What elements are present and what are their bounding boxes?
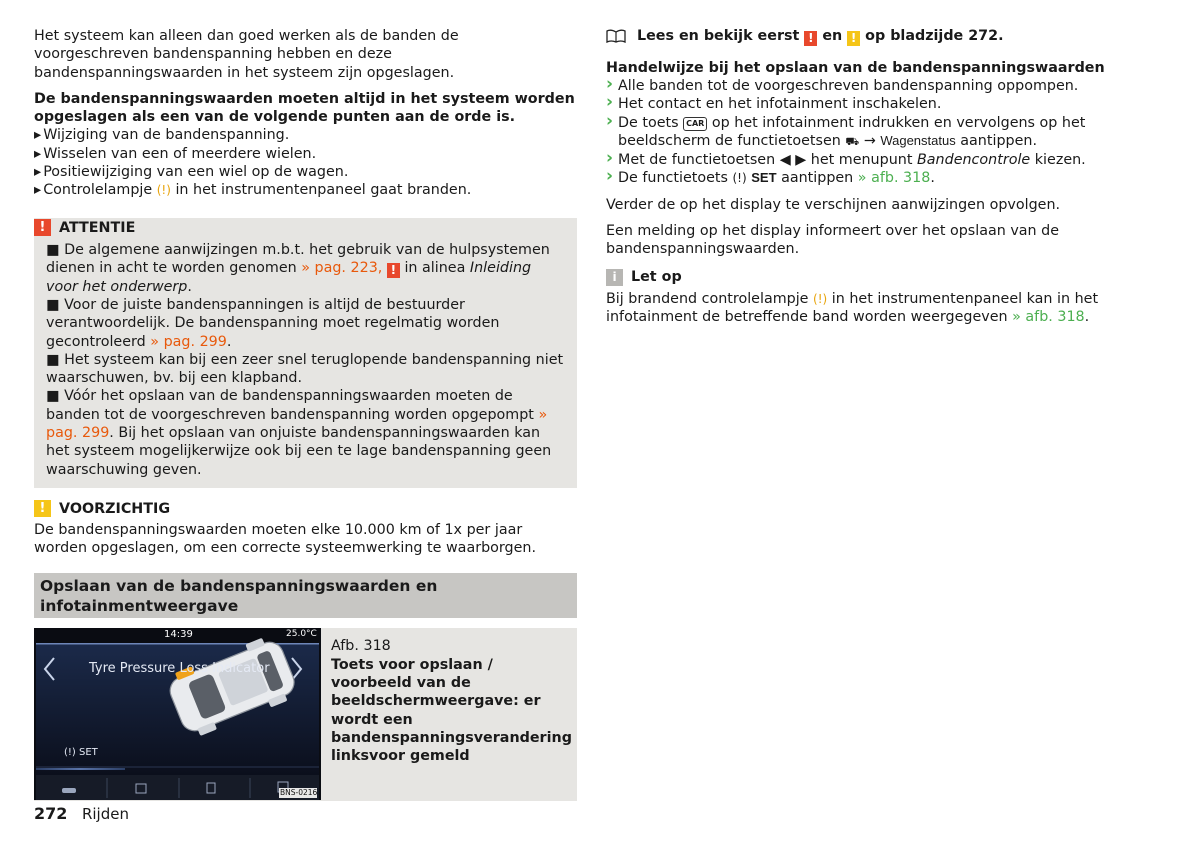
figure-code: BNS-0216 <box>280 788 318 798</box>
note-text-part: . <box>1084 308 1090 325</box>
list-item-text: Controlelampje <box>43 182 153 199</box>
procedure-steps <box>606 77 1151 188</box>
step-text: → <box>863 132 876 149</box>
menu-name: Wagenstatus <box>880 132 956 148</box>
step-text: op het infotainment indrukken en vervolgens op het beeldscherm de functietoetsen <box>618 114 1086 149</box>
step-item <box>606 151 1151 169</box>
car-status-icon: ⛟ <box>845 134 860 148</box>
read-first-line <box>606 27 1151 46</box>
temperature-display: 25.0°C <box>286 629 317 640</box>
menu-item-name: Bandencontrole <box>916 152 1031 169</box>
exclamation-red-icon: ! <box>387 263 400 278</box>
prev-arrow-icon[interactable] <box>42 655 58 683</box>
attentie-item: ■ De algemene aanwijzingen m.b.t. het gebruik van de hulpsystemen dienen in acht te worden genomen » pag. 223, ! in alinea Inleiding voor het onderwerp. <box>46 241 550 295</box>
infotainment-screen-graphic <box>34 628 321 800</box>
attentie-text: . Bij het opslaan van onjuiste bandenspanningswaarden kan het systeem mogelijkerwijze ook bij een te lage bandenspanning geen waarschuwing geven. <box>46 424 552 478</box>
set-key-label: SET <box>751 170 777 186</box>
figure-reference-link[interactable]: » afb. 318 <box>1012 308 1085 325</box>
figure-reference-link[interactable]: » afb. 318 <box>857 170 931 187</box>
car-key-icon: CAR <box>683 117 707 131</box>
note-text <box>606 290 1151 327</box>
procedure-title: Handelwijze bij het opslaan van de bandenspanningswaarden <box>606 59 1105 76</box>
list-item: ▸ Wisselen van een of meerdere wielen. <box>34 145 577 163</box>
attentie-item: ■ Voor de juiste bandenspanningen is altijd de bestuurder verantwoordelijk. De bandenspanning moet regelmatig worden gecontroleerd » pag. 299. <box>46 296 500 350</box>
attentie-text: Voor de juiste bandenspanningen is altijd de bestuurder verantwoordelijk. De bandenspanning moet regelmatig worden gecontroleerd <box>46 296 500 350</box>
attentie-box <box>34 218 577 488</box>
book-icon <box>606 29 626 43</box>
clock-display: 14:39 <box>164 629 193 641</box>
bold-intro: De bandenspanningswaarden moeten altijd in het systeem worden opgeslagen als een van de volgende punten aan de orde is. <box>34 90 575 126</box>
page-number: 272 <box>34 804 68 823</box>
tyre-pressure-icon: (!) <box>156 183 171 198</box>
voorzichtig-title: VOORZICHTIG <box>59 500 171 517</box>
read-first-text: en <box>822 28 843 44</box>
attentie-item: ■ Het systeem kan bij een zeer snel teruglopende bandenspanning niet waarschuwen, bv. bij een klapband. <box>46 351 564 387</box>
figure-label: Afb. 318 <box>331 638 391 655</box>
step-text: De functietoets <box>618 170 728 187</box>
note-text-part: Bij brandend controlelampje <box>606 290 809 307</box>
section-name: Rijden <box>81 805 129 823</box>
screen-title: Tyre Pressure Loss Indicator <box>89 661 270 677</box>
exclamation-red-icon: ! <box>804 31 817 46</box>
read-first-text: op bladzijde 272. <box>865 28 1004 44</box>
attentie-text: . <box>187 278 192 295</box>
attentie-text: in alinea <box>404 259 466 276</box>
intro-paragraph: Het systeem kan alleen dan goed werken als de banden de voorgeschreven bandenspanning hebben en deze bandenspanningswaarden in het systeem zijn opgeslagen. <box>34 28 459 81</box>
tyre-pressure-icon: (!) <box>732 171 747 186</box>
attentie-header <box>34 219 565 237</box>
infotainment-screen <box>34 628 321 800</box>
exclamation-yellow-icon: ! <box>34 500 51 517</box>
condition-list <box>34 126 577 199</box>
page-reference-link[interactable]: » pag. 299 <box>150 333 227 350</box>
instruction-paragraph: Verder de op het display te verschijnen aanwijzingen opvolgen. <box>606 196 1061 213</box>
read-first-text: Lees en bekijk eerst <box>636 28 800 44</box>
left-column <box>34 27 577 801</box>
info-icon: i <box>606 269 623 286</box>
note-block <box>606 269 1151 327</box>
list-item <box>34 181 577 199</box>
voorzichtig-block <box>34 500 577 558</box>
instruction-paragraph: Een melding op het display informeert over het opslaan van de bandenspanningswaarden. <box>606 223 1060 258</box>
page-reference-link[interactable]: » pag. 223, <box>301 259 383 276</box>
figure-caption <box>331 637 571 801</box>
tyre-pressure-icon: (!) <box>64 747 76 759</box>
right-column <box>606 27 1151 326</box>
list-item: ▸ Wijziging van de bandenspanning. <box>34 126 577 144</box>
step-item <box>606 169 1151 187</box>
list-item-text: in het instrumentenpaneel gaat branden. <box>175 182 472 199</box>
step-item <box>606 114 1151 152</box>
note-text-part: in het instrumentenpaneel kan in het infotainment de betreffende band worden weergegeven <box>606 290 1099 325</box>
exclamation-red-icon: ! <box>34 219 51 236</box>
section-title: Opslaan van de bandenspanningswaarden en infotainmentweergave <box>34 573 577 618</box>
step-text: kiezen. <box>1034 152 1086 169</box>
next-arrow-icon[interactable] <box>288 655 304 683</box>
step-text: Met de functietoetsen ◀ ▶ het menupunt <box>618 152 913 169</box>
set-button-label: SET <box>79 747 98 759</box>
attentie-text: De algemene aanwijzingen m.b.t. het gebruik van de hulpsystemen dienen in acht te worden genomen <box>46 241 550 276</box>
exclamation-yellow-icon: ! <box>847 31 860 46</box>
voorzichtig-header <box>34 500 577 518</box>
list-item: ▸ Positiewijziging van een wiel op de wagen. <box>34 163 577 181</box>
attentie-text: . <box>226 333 232 350</box>
note-title: Let op <box>631 269 682 286</box>
tyre-pressure-icon: (!) <box>813 291 828 306</box>
attentie-title: ATTENTIE <box>59 219 136 236</box>
page-footer <box>34 805 129 824</box>
attentie-italic: Inleiding voor het onderwerp <box>46 259 532 295</box>
figure-caption-text: Toets voor opslaan / voorbeeld van de beeldschermweergave: er wordt een bandenspanningsverandering linksvoor gemeld <box>331 656 572 765</box>
page-reference-link[interactable]: » pag. 299 <box>46 406 548 441</box>
attentie-text: Vóór het opslaan van de bandenspanningswaarden moeten de banden tot de voorgeschreven bandenspanning worden opgepompt <box>46 388 534 423</box>
attentie-item: ■ Vóór het opslaan van de bandenspanningswaarden moeten de banden tot de voorgeschreven bandenspanning worden opgepompt » pag. 299. Bij het opslaan van onjuiste bandenspanningswaarden kan het systeem mogelijkerwijze ook bij een te lage bandenspanning geen waarschuwing geven. <box>46 388 552 478</box>
figure-318 <box>34 628 577 801</box>
step-text: aantippen. <box>960 132 1037 149</box>
step-item: › Het contact en het infotainment inschakelen. <box>606 95 1151 113</box>
voorzichtig-text: De bandenspanningswaarden moeten elke 10.000 km of 1x per jaar worden opgeslagen, om een correcte systeemwerking te waarborgen. <box>34 521 537 557</box>
step-text: De toets <box>618 114 679 131</box>
set-button[interactable] <box>64 747 98 759</box>
note-header <box>606 269 1151 287</box>
attentie-text: Het systeem kan bij een zeer snel teruglopende bandenspanning niet waarschuwen, bv. bij een klapband. <box>46 351 564 387</box>
step-text: . <box>930 170 935 187</box>
step-item: › Alle banden tot de voorgeschreven bandenspanning oppompen. <box>606 77 1151 95</box>
step-text: aantippen <box>781 170 854 187</box>
